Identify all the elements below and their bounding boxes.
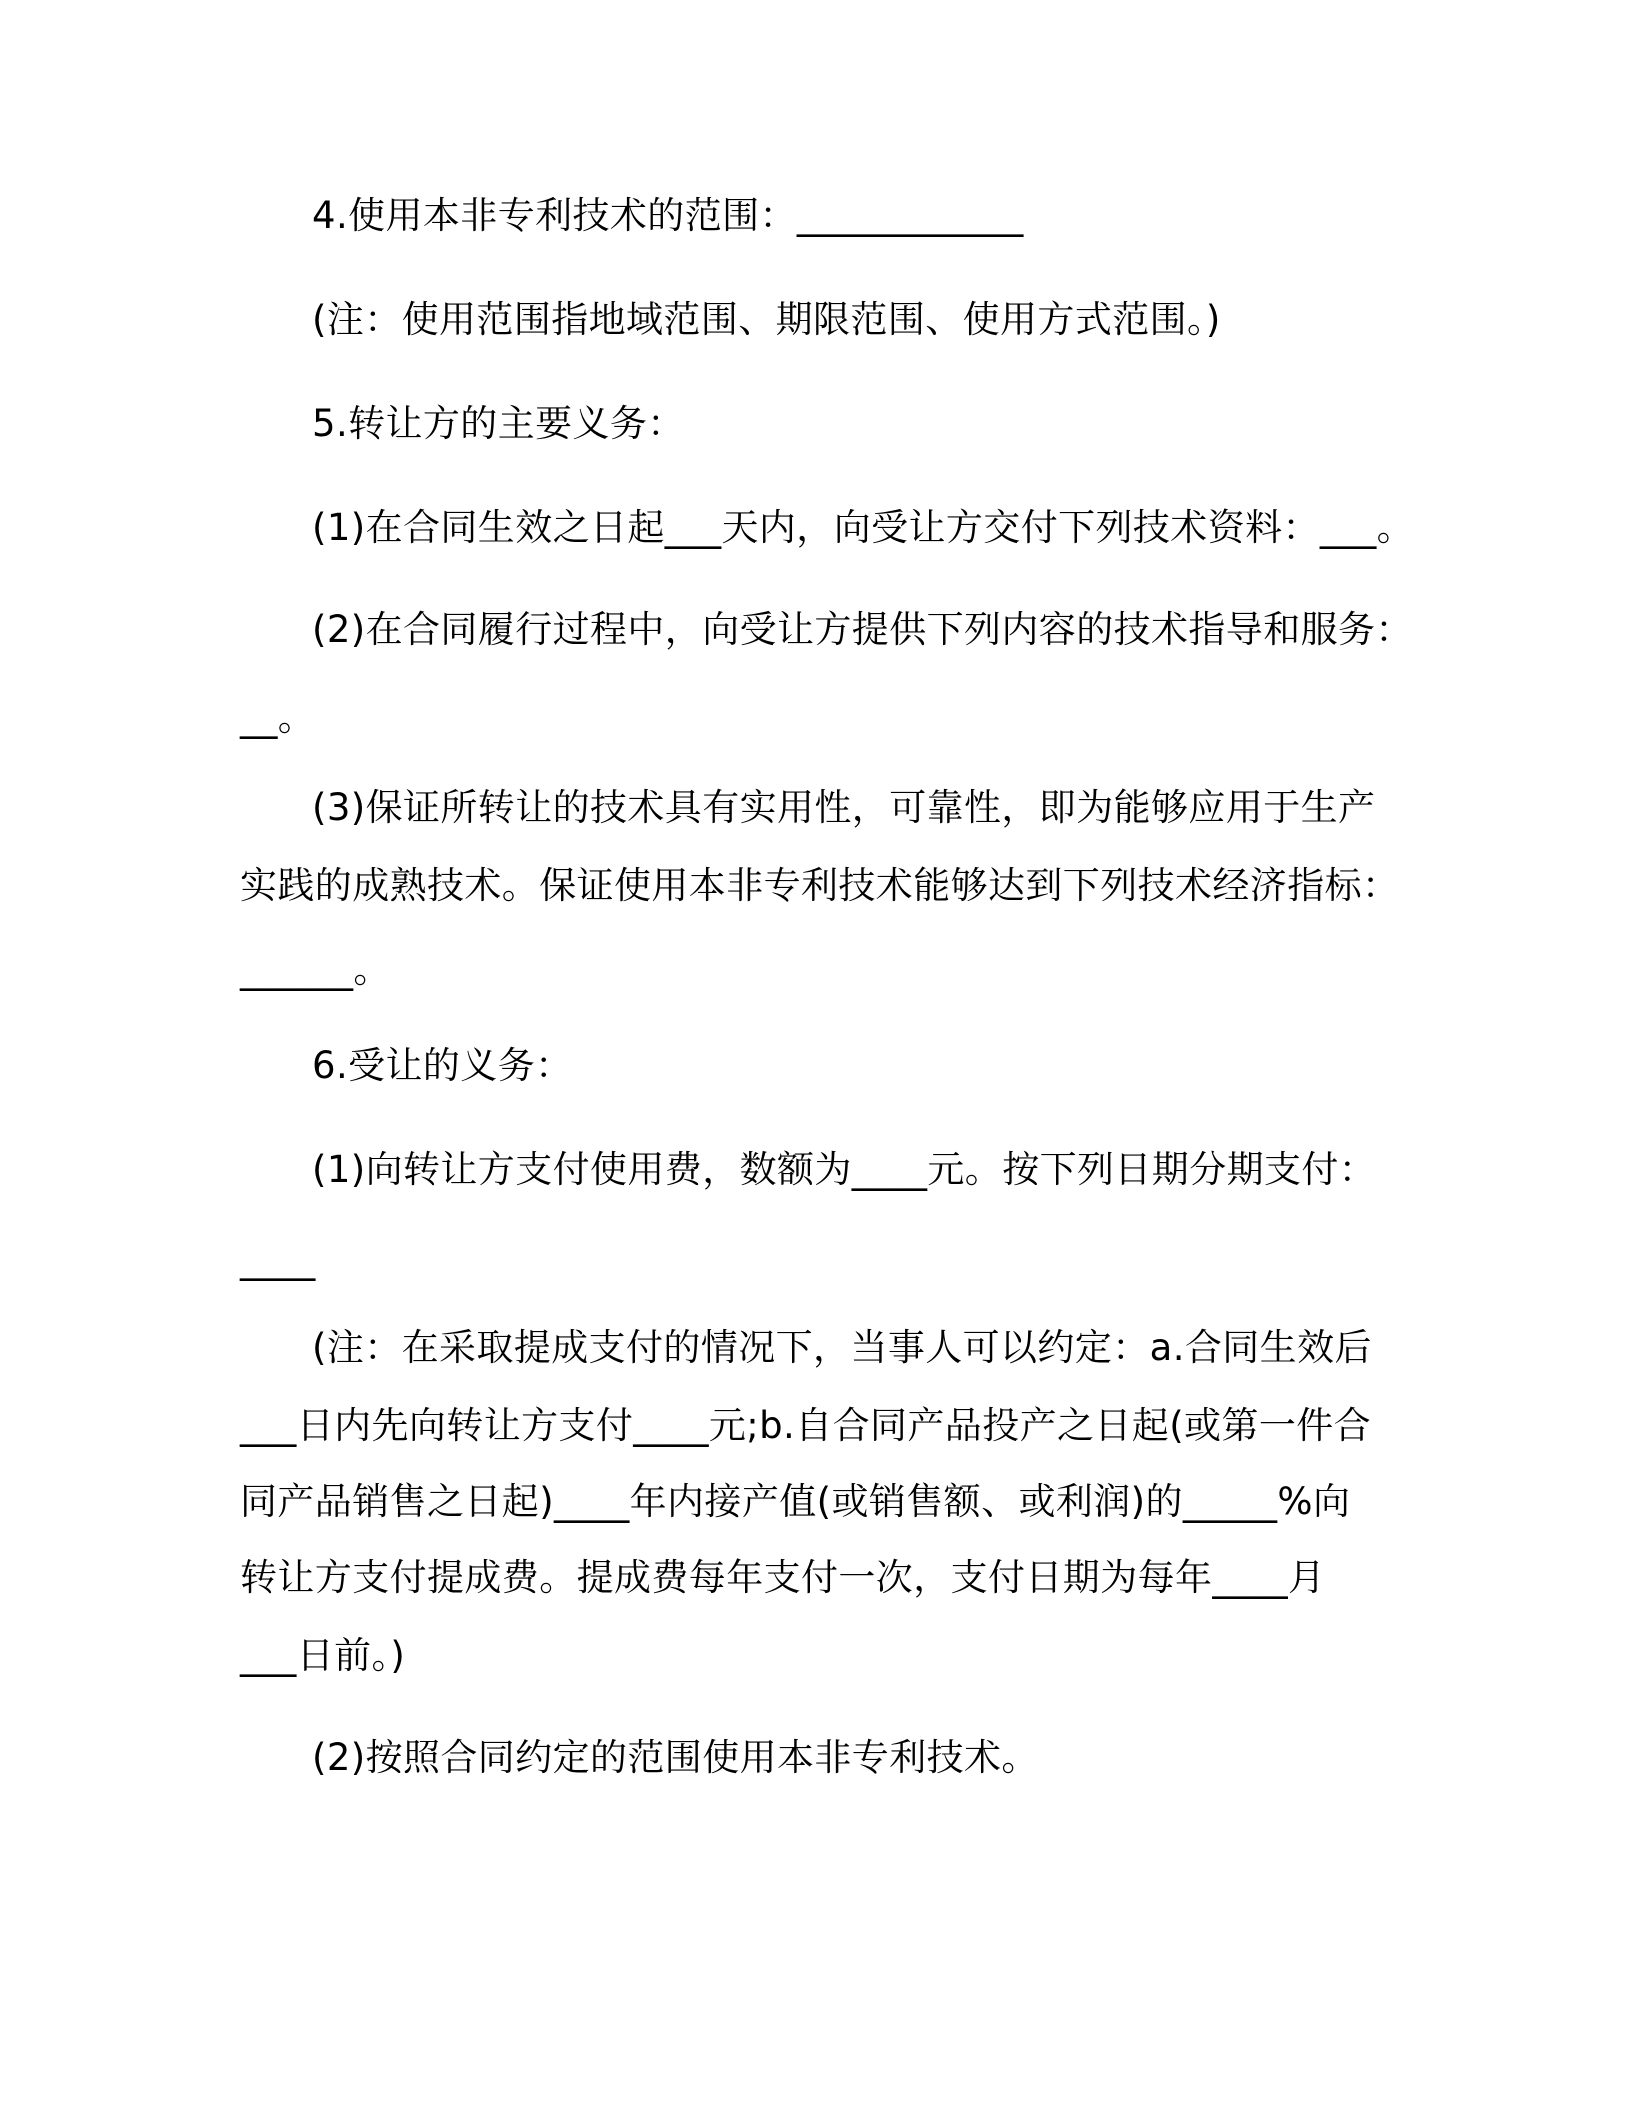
note-royalty-line-2: ___日内先向转让方支付____元;b.自合同产品投产之日起(或第一件合 [240, 1404, 1372, 1447]
clause-5-item-2-cont: __。 [240, 696, 316, 739]
note-royalty-line-3: 同产品销售之日起)____年内接产值(或销售额、或利润)的_____%向 [240, 1480, 1351, 1523]
clause-6-heading: 6.受让的义务： [312, 1044, 573, 1087]
note-royalty-line-4: 转让方支付提成费。提成费每年支付一次，支付日期为每年____月 [240, 1556, 1326, 1599]
note-royalty-line-5: ___日前。) [240, 1634, 406, 1677]
clause-5-item-3-cont: 实践的成熟技术。保证使用本非专利技术能够达到下列技术经济指标： [240, 864, 1400, 907]
note-royalty-line-1: (注：在采取提成支付的情况下，当事人可以约定：a.合同生效后 [312, 1326, 1372, 1369]
clause-5-item-3: (3)保证所转让的技术具有实用性，可靠性，即为能够应用于生产 [312, 786, 1376, 829]
note-scope-definition: (注：使用范围指地域范围、期限范围、使用方式范围。) [312, 298, 1221, 341]
clause-4-scope: 4.使用本非专利技术的范围：____________ [312, 194, 1024, 237]
clause-5-item-3-blank: ______。 [240, 948, 391, 991]
clause-5-item-2: (2)在合同履行过程中，向受让方提供下列内容的技术指导和服务： [312, 608, 1413, 651]
clause-6-item-1-blank: ____ [240, 1238, 316, 1281]
clause-5-heading: 5.转让方的主要义务： [312, 402, 685, 445]
clause-5-item-1: (1)在合同生效之日起___天内，向受让方交付下列技术资料：___。 [312, 506, 1415, 549]
clause-6-item-2: (2)按照合同约定的范围使用本非专利技术。 [312, 1736, 1039, 1779]
clause-6-item-1: (1)向转让方支付使用费，数额为____元。按下列日期分期支付： [312, 1148, 1377, 1191]
